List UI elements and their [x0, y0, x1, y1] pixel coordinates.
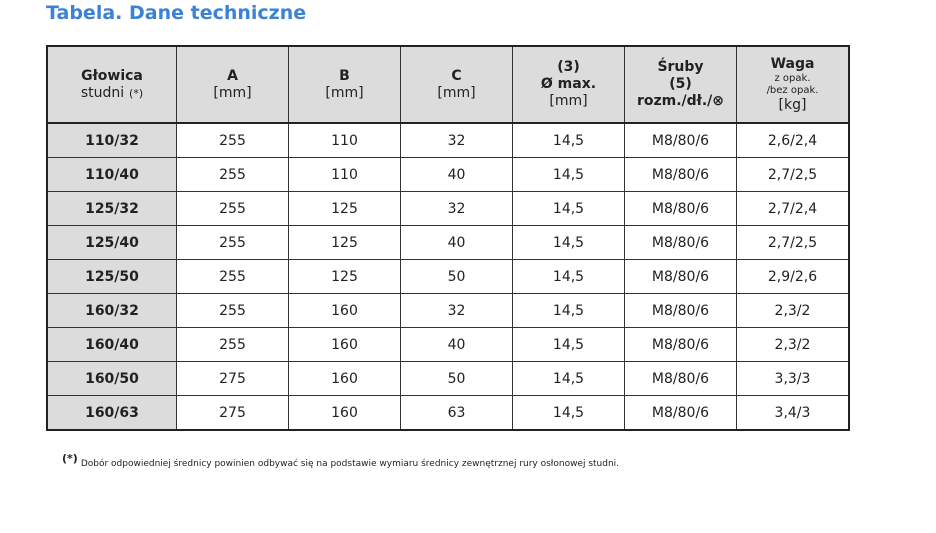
cell-a: 255	[177, 123, 289, 158]
header-c-unit: [mm]	[437, 84, 476, 101]
cell-glowica: 125/40	[47, 226, 177, 260]
cell-glowica: 160/32	[47, 294, 177, 328]
cell-a: 255	[177, 328, 289, 362]
table-header-row	[47, 46, 849, 123]
cell-c: 63	[401, 396, 513, 431]
table-row	[47, 123, 849, 158]
header-a-unit: [mm]	[213, 84, 252, 101]
cell-diameter: 14,5	[513, 362, 625, 396]
table-row	[47, 362, 849, 396]
cell-sruby: M8/80/6	[625, 260, 737, 294]
cell-b: 160	[289, 362, 401, 396]
table-row	[47, 260, 849, 294]
header-asterisk: (*)	[129, 86, 144, 100]
header-sruby	[625, 46, 737, 123]
technical-data-table	[46, 45, 850, 431]
cell-diameter: 14,5	[513, 328, 625, 362]
table-body	[47, 123, 849, 430]
header-waga-unit: [kg]	[778, 96, 807, 113]
cell-waga: 3,3/3	[737, 362, 850, 396]
table-row	[47, 294, 849, 328]
cell-sruby: M8/80/6	[625, 328, 737, 362]
cell-waga: 3,4/3	[737, 396, 850, 431]
cell-glowica: 125/32	[47, 192, 177, 226]
header-diameter-ref: (3)	[557, 59, 580, 75]
cell-b: 160	[289, 396, 401, 431]
header-diameter-label: Ø max.	[540, 76, 597, 92]
header-waga-label: Waga	[770, 55, 815, 72]
cell-c: 50	[401, 260, 513, 294]
header-a-label: A	[227, 67, 238, 84]
table-row	[47, 396, 849, 431]
cell-c: 32	[401, 123, 513, 158]
cell-waga: 2,7/2,5	[737, 226, 850, 260]
cell-sruby: M8/80/6	[625, 396, 737, 431]
cell-diameter: 14,5	[513, 123, 625, 158]
header-sruby-label: Śruby	[657, 59, 704, 75]
cell-diameter: 14,5	[513, 158, 625, 192]
cell-a: 255	[177, 260, 289, 294]
cell-sruby: M8/80/6	[625, 362, 737, 396]
cell-diameter: 14,5	[513, 192, 625, 226]
cell-glowica: 160/63	[47, 396, 177, 431]
cell-waga: 2,9/2,6	[737, 260, 850, 294]
cell-diameter: 14,5	[513, 294, 625, 328]
cell-c: 50	[401, 362, 513, 396]
cell-diameter: 14,5	[513, 396, 625, 431]
header-b-label: B	[339, 67, 350, 84]
header-sruby-ref: (5)	[669, 76, 692, 92]
header-sruby-sub: rozm./dł./⊗	[636, 93, 725, 109]
header-b	[289, 46, 401, 123]
cell-sruby: M8/80/6	[625, 123, 737, 158]
cell-b: 160	[289, 294, 401, 328]
header-waga	[737, 46, 850, 123]
header-waga-z: z opak.	[774, 72, 811, 84]
cell-sruby: M8/80/6	[625, 158, 737, 192]
cell-a: 255	[177, 192, 289, 226]
cell-b: 110	[289, 123, 401, 158]
header-glowica-label: Głowica	[81, 67, 143, 84]
table-row	[47, 192, 849, 226]
cell-c: 32	[401, 192, 513, 226]
cell-waga: 2,6/2,4	[737, 123, 850, 158]
cell-a: 275	[177, 362, 289, 396]
cell-a: 275	[177, 396, 289, 431]
cell-waga: 2,7/2,5	[737, 158, 850, 192]
cell-diameter: 14,5	[513, 260, 625, 294]
header-studni-label: studni	[80, 84, 125, 101]
header-c	[401, 46, 513, 123]
footnote	[62, 452, 619, 469]
cell-glowica: 160/50	[47, 362, 177, 396]
footnote-text: Dobór odpowiedniej średnicy powinien odbywać się na podstawie wymiaru średnicy zewnętrznej rury osłonowej studni.	[80, 459, 620, 469]
cell-c: 40	[401, 226, 513, 260]
cell-b: 110	[289, 158, 401, 192]
cell-c: 32	[401, 294, 513, 328]
cell-sruby: M8/80/6	[625, 226, 737, 260]
header-waga-bez: /bez opak.	[766, 84, 819, 96]
cell-glowica: 125/50	[47, 260, 177, 294]
header-diameter	[513, 46, 625, 123]
cell-b: 125	[289, 260, 401, 294]
cell-b: 125	[289, 192, 401, 226]
cell-glowica: 110/32	[47, 123, 177, 158]
cell-waga: 2,7/2,4	[737, 192, 850, 226]
footnote-mark: (*)	[62, 452, 78, 465]
cell-a: 255	[177, 226, 289, 260]
cell-c: 40	[401, 158, 513, 192]
cell-waga: 2,3/2	[737, 294, 850, 328]
header-b-unit: [mm]	[325, 84, 364, 101]
table-row	[47, 328, 849, 362]
cell-sruby: M8/80/6	[625, 192, 737, 226]
header-c-label: C	[451, 67, 462, 84]
table-row	[47, 226, 849, 260]
cell-b: 160	[289, 328, 401, 362]
cell-a: 255	[177, 158, 289, 192]
cell-waga: 2,3/2	[737, 328, 850, 362]
cell-glowica: 110/40	[47, 158, 177, 192]
cell-glowica: 160/40	[47, 328, 177, 362]
table-row	[47, 158, 849, 192]
cell-c: 40	[401, 328, 513, 362]
table-title: Tabela. Dane techniczne	[46, 2, 307, 24]
cell-b: 125	[289, 226, 401, 260]
cell-diameter: 14,5	[513, 226, 625, 260]
cell-sruby: M8/80/6	[625, 294, 737, 328]
cell-a: 255	[177, 294, 289, 328]
header-glowica	[47, 46, 177, 123]
header-a	[177, 46, 289, 123]
header-diameter-unit: [mm]	[549, 93, 588, 109]
